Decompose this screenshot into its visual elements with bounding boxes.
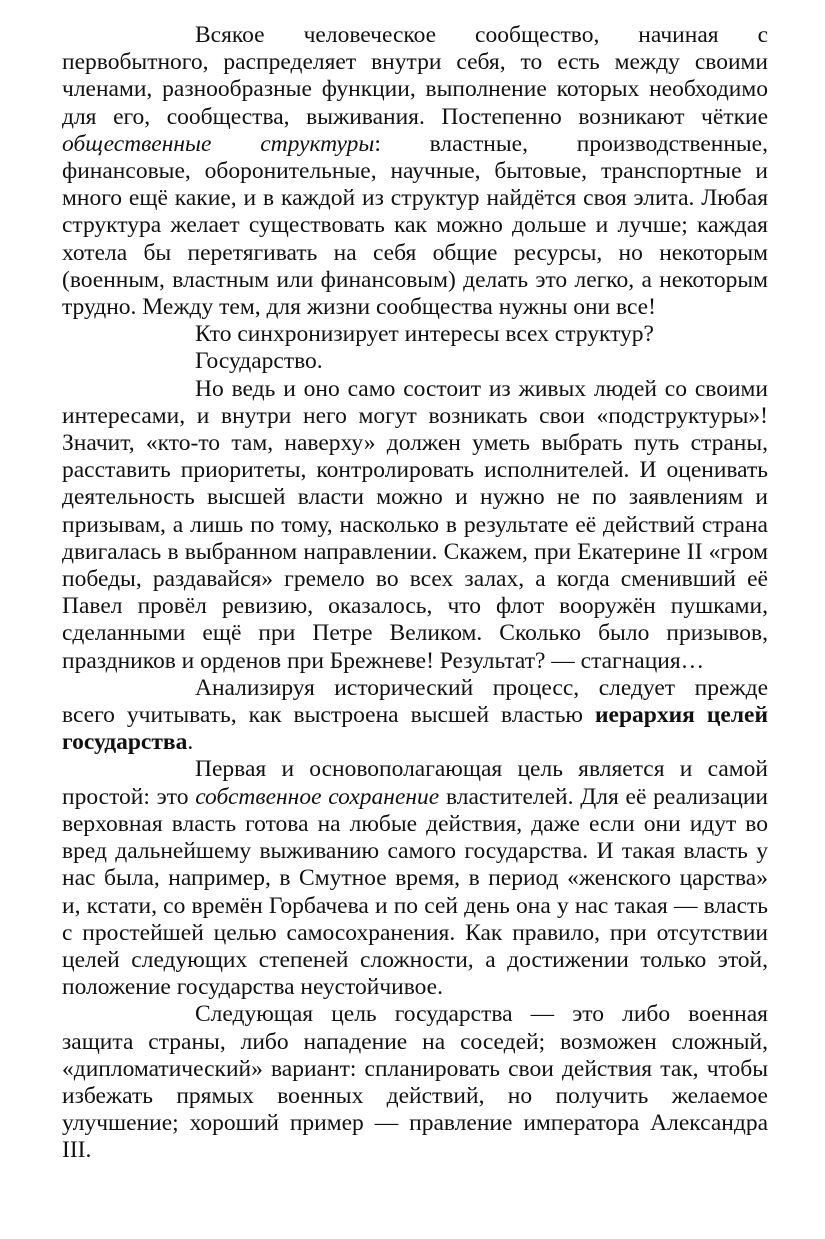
paragraph-answer: Государство. [195,348,323,375]
paragraph-hierarchy-intro [62,675,768,757]
text-run: Первая и основополагающая цель является и самой простой: это [62,756,768,810]
paragraph-state-people: Но ведь и оно само состоит из живых людей со своими интересами, и внутри него могут возникать свои «подструктуры»! Значит, «кто-то там, наверху» должен уметь выбрать путь страны, расставить приоритеты, контролировать исполнителей. И оценивать деятельность высшей власти можно и нужно не по заявлениям и призывам, а лишь по тому, насколько в результате её действий страна двигалась в выбранном направлении. Скажем, при Екатерине II «гром победы, раздавайся» гремело во всех залах, а когда сменивший её Павел провёл ревизию, оказалось, что флот вооружён пушками, сделанными ещё при Петре Великом. Сколько было призывов, праздников и орденов при Брежневе! Результат? — стагнация… [62,375,768,674]
text-run: : властные, производственные, финансовые, оборонительные, научные, бытовые, транспортные и много ещё какие, и в каждой из структур найдётся своя элита. Любая структура желает существовать как можно дольше и лучше; каждая хотела бы перетягивать на себя общие ресурсы, но некоторым (военным, властным или финансовым) делать это легко, а некоторым трудно. Между тем, для жизни сообщества нужны они все! [62,130,768,321]
paragraph-second-goal: Следующая цель государства — это либо военная защита страны, либо нападение на соседей; возможен сложный, «дипломатический» вариант: спланировать свои действия так, чтобы избежать прямых военных действий, но получить желаемое улучшение; хороший пример — правление императора Александра III. [62,1001,768,1164]
bold-term-goal-hierarchy: иерархия целей государства [62,702,768,756]
text-run: Анализируя исторический процесс, следует прежде всего учитывать, как выстроена высшей властью [62,674,768,729]
text-run: . [187,729,194,756]
text-run: властителей. Для её реализации верховная власть готова на любые действия, даже если они идут во вред дальнейшему выживанию самого государства. И такая власть у нас была, например, в Смутное время, в период «женского царства» и, кстати, со времён Горбачева и по сей день она у нас такая — власть с простейшей целью самосохранения. Как правило, при отсутствии целей следующих степеней сложности, а достижении только этой, положение государства неустойчивое. [62,783,768,1001]
italic-term-social-structures: общественные структуры [62,130,375,157]
paragraph-social-structures [62,22,768,321]
paragraph-question: Кто синхронизирует интересы всех структур? [195,321,654,348]
italic-term-self-preservation: собственное сохранение [195,783,440,810]
text-run: Всякое человеческое сообщество, начиная с первобытного, распределяет внутри себя, то есть между своими членами, разнообразные функции, выполнение которых необходимо для его, сообщества, выживания. Постепенно возникают чёткие [62,22,768,130]
paragraph-first-goal [62,756,768,1001]
